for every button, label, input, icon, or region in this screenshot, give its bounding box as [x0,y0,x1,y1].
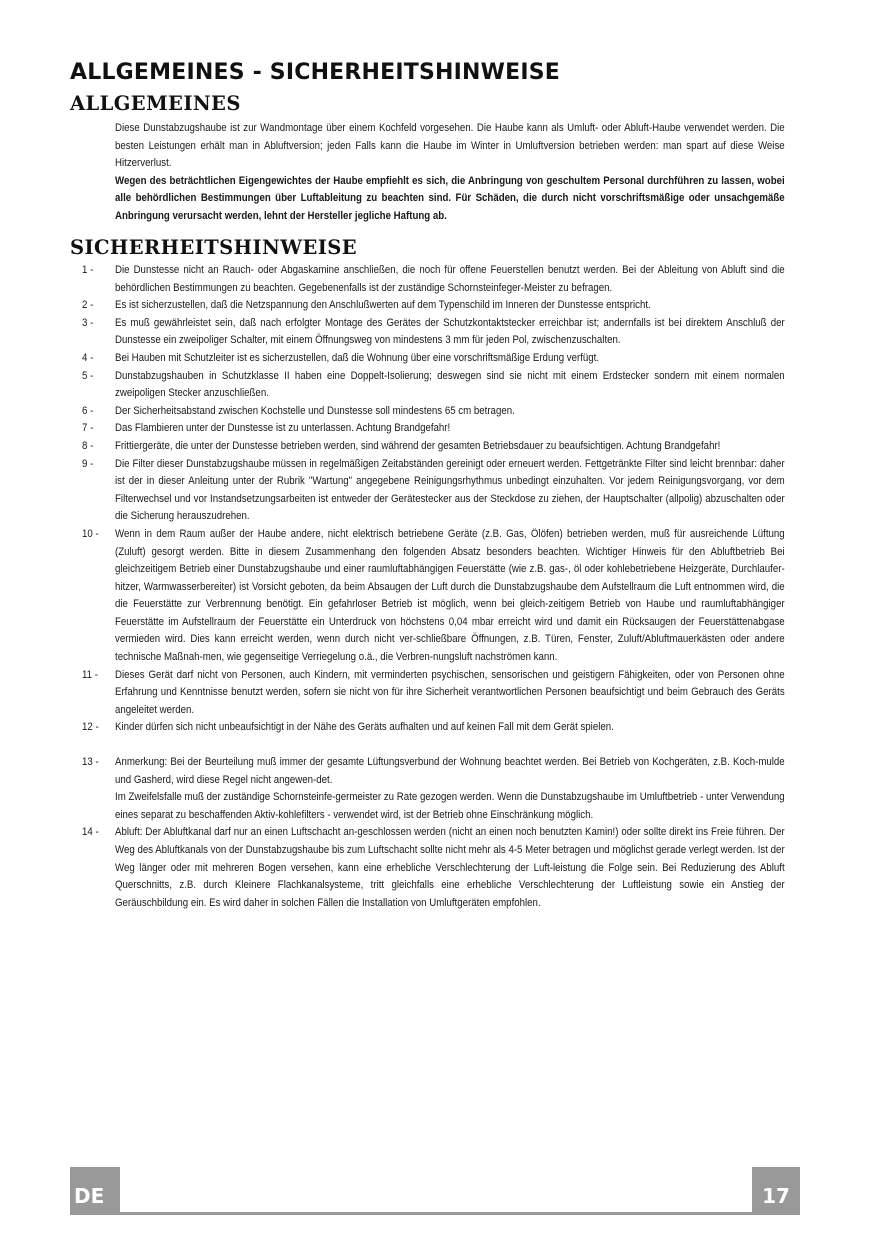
list-item-paragraph: Es muß gewährleistet sein, daß nach erfolgter Montage des Gerätes der Schutzkontaktstecker erreichbar ist; andernfalls ist bei direktem Anschluß der Dunstesse ein zweipoliger Schalter, mit einem Öffnungsweg von mindestens 3 mm für jeden Pol, zwischenzuschalten. [115,316,785,347]
list-item-text [115,262,785,297]
list-item-text [115,526,785,667]
general-paragraph: Diese Dunstabzugshaube ist zur Wandmontage über einem Kochfeld vorgesehen. Die Haube kann als Umluft- oder Abluft-Haube verwendet werden. Die besten Leistungen erhält man in Abluftversion; jeden Falls kann die Haube im Winter in Umluftversion betrieben werden: man spart auf diese Weise Hitzerverlust. [115,122,785,170]
language-tab: DE [70,1167,120,1215]
list-item-text [115,824,785,912]
list-item-number: 12 - [82,721,99,734]
list-item-number: 2 - [82,299,94,312]
list-item-text [115,438,785,456]
list-item-number: 3 - [82,316,94,329]
list-item-paragraph: Die Filter dieser Dunstabzugshaube müssen in regelmäßigen Zeitabständen gereinigt oder erneuert werden. Fettgetränkte Filter sind leicht brennbar: daher ist der in dieser Anleitung unter der Rubrik "Wartung" angegebene Reinigungsrhythmus unbedingt einzuhalten. Vor jedem Reinigungsvorgang, vor dem Filterwechsel und vor Instandsetzungsarbeiten ist entweder der Gerätestecker aus der Steckdose zu ziehen, der Hauptschalter (allpolig) abzuschalten oder die Sicherung herauszudrehen. [115,457,785,523]
list-item-number: 7 - [82,422,94,435]
list-item-paragraph: Dunstabzugshauben in Schutzklasse II haben eine Doppelt-Isolierung; deswegen sind sie nicht mit einem Erdstecker sondern mit einem normalen zweipoligen Stecker anzuschließen. [115,369,785,400]
general-bold-paragraph: Wegen des beträchtlichen Eigengewichtes der Haube empfiehlt es sich, die Anbringung von geschultem Personal durchführen zu lassen, wobei alle behördlichen Bestimmungen über Luftableitung zu beachten sind. Für Schäden, die durch nicht vorschriftsmäßige oder unsachgemäße Anbringung verursacht werden, lehnt der Hersteller jegliche Haftung ab. [115,174,785,222]
list-item-number: 14 - [82,826,99,839]
list-item-number: 1 - [82,264,94,276]
list-item [0,824,875,912]
list-item [0,456,875,526]
list-item-number: 5 - [82,369,94,382]
list-item [0,526,875,667]
list-item-paragraph: Dieses Gerät darf nicht von Personen, auch Kindern, mit verminderten psychischen, sensorischen und geistigern Fähigkeiten, oder von Personen ohne Erfahrung und Kenntnisse benutzt werden, sofern sie nicht von für ihre Sicherheit verantwortlichen Personen beaufsichtigt und beim Gebrauch des Geräts angeleitet werden. [115,668,785,716]
list-item-text [115,368,785,403]
list-item-text [115,403,785,421]
list-item-paragraph: Das Flambieren unter der Dunstesse ist zu unterlassen. Achtung Brandgefahr! [115,422,451,435]
list-item [0,754,875,824]
list-item-paragraph: Im Zweifelsfalle muß der zuständige Schornsteinfe-germeister zu Rate gezogen werden. Wenn die Dunstabzugshaube im Umluftbetrieb - unter Verwendung eines separat zu beschaffenden Aktiv-kohlefilters - verwendet wird, ist der Betrieb ohne Einschränkung möglich. [115,791,785,821]
list-item [0,368,875,403]
list-item [0,350,875,368]
list-item [0,438,875,456]
list-item-paragraph: Der Sicherheitsabstand zwischen Kochstelle und Dunstesse soll mindestens 65 cm betragen. [115,404,515,417]
list-item-number: 11 - [82,668,98,681]
list-item-number: 6 - [82,404,94,417]
list-item-paragraph: Es ist sicherzustellen, daß die Netzspannung den Anschlußwerten auf dem Typenschild im Inneren der Dunstesse entspricht. [115,299,651,312]
list-item-paragraph: Kinder dürfen sich nicht unbeaufsichtigt in der Nähe des Geräts aufhalten und auf keinen Fall mit dem Gerät spielen. [115,721,614,734]
list-item [0,315,875,350]
list-item [0,420,875,438]
list-item-text [115,315,785,350]
list-item-text [115,456,785,526]
list-item-text [115,420,785,438]
list-item-paragraph: Anmerkung: Bei der Beurteilung muß immer der gesamte Lüftungsverbund der Wohnung beachtet werden. Bei Betrieb von Kochgeräten, z.B. Koch-mulde und Gasherd, wird diese Regel nicht angewen-det. [115,756,785,786]
list-item-number: 13 - [82,756,99,769]
list-item [0,297,875,315]
list-item [0,403,875,421]
page-number: 17 [752,1167,800,1215]
footer-divider [120,1212,752,1215]
list-item-paragraph: Bei Hauben mit Schutzleiter ist es sicherzustellen, daß die Wohnung über eine vorschriftsmäßige Erdung verfügt. [115,351,600,364]
list-item-number: 4 - [82,351,94,364]
safety-heading: SICHERHEITSHINWEISE [70,236,358,259]
list-item-text [115,297,785,315]
list-item-paragraph: Wenn in dem Raum außer der Haube andere, nicht elektrisch betriebene Geräte (z.B. Gas, Ölöfen) betrieben werden, muß für ausreichende Lüftung (Zuluft) gesorgt werden. Bitte in diesem Zusammenhang den folgenden Absatz besonders beachten. Wichtiger Hinweis für den Abluftbetrieb Bei gleichzeitigem Betrieb einer Dunstabzugshaube und einer raumluftabhängigen Feuerstätte (wie z.B. gas-, öl oder kohlebetriebene Heizgeräte, Durchlaufer-hitzer, Warmwasserbereiter) ist Vorsicht geboten, da beim Absaugen der Luft durch die Dunstabzugshaube dem Aufstellraum die Luft entnommen wird, die die Feuerstätte zur Verbrennung benötigt. Ein gefahrloser Betrieb ist möglich, wenn bei gleich-zeitigem Betrieb von Haube und raumluftabhängiger Feuerstätte im Aufstellraum der Feuerstätte ein Unterdruck von höchstens 0,04 mbar erreicht wird und damit ein Rücksaugen der Feuerstättenabgase vermieden wird. Dies kann erreicht werden, wenn durch nicht ver-schließbare Öffnungen, z.B. Türen, Fenster, Zuluft/Abluftmauerkästen oder andere technische Maßnah-men, wie gegenseitige Verriegelung o.ä., die Verbren-nungsluft nachströmen kann. [115,527,785,664]
page-title: ALLGEMEINES - SICHERHEITSHINWEISE [70,60,560,85]
list-item-paragraph: Die Dunstesse nicht an Rauch- oder Abgaskamine anschließen, die noch für offene Feuerstellen benutzt werden. Bei der Ableitung von Abluft sind die behördlichen Bestimmungen zu beachten. Gegebenenfalls ist der zuständige Schornsteinfeger-Meister zu befragen. [115,264,785,294]
list-item [0,262,875,297]
list-item-paragraph: Frittiergeräte, die unter der Dunstesse betrieben werden, sind während der gesamten Betriebsdauer zu beaufsichtigen. Achtung Brandgefahr! [115,439,721,452]
list-item-paragraph: Abluft: Der Abluftkanal darf nur an einen Luftschacht an-geschlossen werden (nicht an einen noch benutzten Kamin!) oder sollte direkt ins Freie führen. Der Weg des Abluftkanals von der Dunstabzugshaube bis zum Luftschacht sollte nicht mehr als 4-5 Meter betragen und möglichst gerade verlegt werden. Ist der Weg länger oder mit mehreren Bogen versehen, kann eine erhebliche Verschlechterung der Luft-leistung die Folge sein. Bei Reduzierung des Abluft Querschnitts, z.B. durch Kleinere Flachkanalsysteme, tritt gleichfalls eine erhebliche Verschlechterung der Luftleistung sowie ein Anstieg der Geräuschbildung ein. Es wird daher in solchen Fällen die Installation von Umluftgeräten empfohlen. [115,826,785,909]
safety-list [0,262,875,912]
list-item [0,667,875,720]
list-item [0,719,875,737]
list-item-text [115,754,785,824]
list-item-text [115,350,785,368]
list-item-number: 10 - [82,527,99,540]
general-section [115,120,785,226]
general-heading: ALLGEMEINES [70,92,241,115]
list-item-number: 8 - [82,439,94,452]
list-item-text [115,719,785,737]
list-item-number: 9 - [82,457,94,470]
list-item-text [115,667,785,720]
